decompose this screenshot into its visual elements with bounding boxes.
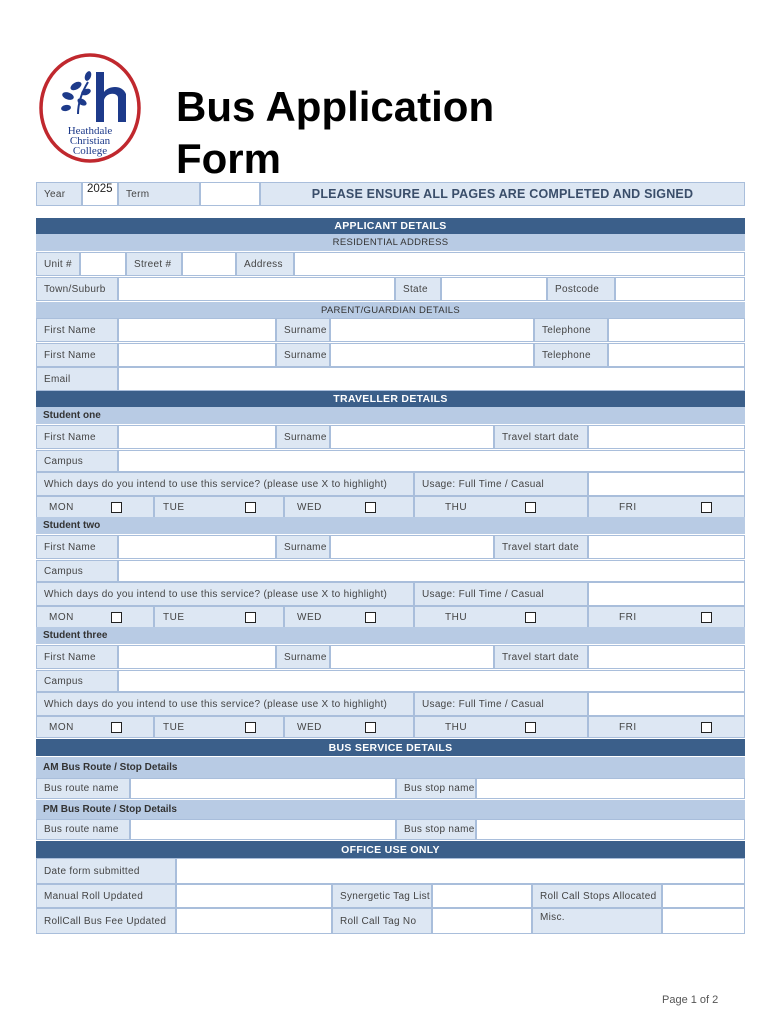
college-logo	[38, 52, 142, 164]
parent2-telephone-field[interactable]	[608, 343, 745, 367]
student2-fri-label: FRI	[619, 611, 637, 623]
student3-campus-field[interactable]	[118, 670, 745, 692]
parent2-surname-field[interactable]	[330, 343, 534, 367]
student3-travel-start-field[interactable]	[588, 645, 745, 669]
misc-label: Misc.	[532, 908, 662, 934]
student1-tue-cell	[154, 496, 284, 518]
student2-campus-label: Campus	[36, 560, 118, 582]
am-route-label: Bus route name	[36, 778, 130, 799]
student1-mon-cell	[36, 496, 154, 518]
am-stop-field[interactable]	[476, 778, 745, 799]
student3-tue-label: TUE	[163, 721, 185, 733]
student3-days-question: Which days do you intend to use this service? (please use X to highlight)	[36, 692, 414, 716]
parent2-telephone-label: Telephone	[534, 343, 608, 367]
town-field[interactable]	[118, 277, 395, 301]
rollcall-fee-label: RollCall Bus Fee Updated	[36, 908, 176, 934]
am-route-field[interactable]	[130, 778, 396, 799]
student3-tue-checkbox[interactable]	[245, 722, 256, 733]
student3-fri-cell	[588, 716, 745, 738]
student2-fri-checkbox[interactable]	[701, 612, 712, 623]
term-label: Term	[118, 182, 200, 206]
date-submitted-field[interactable]	[176, 858, 745, 884]
student1-first-name-field[interactable]	[118, 425, 276, 449]
student1-wed-checkbox[interactable]	[365, 502, 376, 513]
student2-tue-label: TUE	[163, 611, 185, 623]
rollcall-fee-field[interactable]	[176, 908, 332, 934]
student1-campus-field[interactable]	[118, 450, 745, 472]
pm-stop-label: Bus stop name	[396, 819, 476, 840]
misc-field[interactable]	[662, 908, 745, 934]
address-label: Address	[236, 252, 294, 276]
student2-usage-field[interactable]	[588, 582, 745, 606]
student2-first-name-field[interactable]	[118, 535, 276, 559]
student1-travel-start-field[interactable]	[588, 425, 745, 449]
student3-thu-checkbox[interactable]	[525, 722, 536, 733]
student1-tue-checkbox[interactable]	[245, 502, 256, 513]
student2-thu-cell	[414, 606, 588, 628]
student2-travel-start-field[interactable]	[588, 535, 745, 559]
ensure-notice: PLEASE ENSURE ALL PAGES ARE COMPLETED AND SIGNED	[260, 182, 745, 206]
student2-wed-label: WED	[297, 611, 322, 623]
student2-wed-cell	[284, 606, 414, 628]
rollcall-stops-field[interactable]	[662, 884, 745, 908]
student2-surname-field[interactable]	[330, 535, 494, 559]
svg-text:Christian: Christian	[69, 135, 111, 147]
student3-thu-label: THU	[445, 721, 468, 733]
pm-route-field[interactable]	[130, 819, 396, 840]
parent2-first-name-label: First Name	[36, 343, 118, 367]
term-field[interactable]	[200, 182, 260, 206]
email-field[interactable]	[118, 367, 745, 391]
student1-usage-field[interactable]	[588, 472, 745, 496]
form-title-line2: Form	[176, 135, 281, 182]
student3-tue-cell	[154, 716, 284, 738]
residential-address-heading: RESIDENTIAL ADDRESS	[36, 234, 745, 251]
student2-wed-checkbox[interactable]	[365, 612, 376, 623]
parent1-surname-field[interactable]	[330, 318, 534, 342]
student3-mon-label: MON	[49, 721, 74, 733]
parent1-telephone-field[interactable]	[608, 318, 745, 342]
student2-usage-label: Usage: Full Time / Casual	[414, 582, 588, 606]
email-label: Email	[36, 367, 118, 391]
synergetic-field[interactable]	[432, 884, 532, 908]
parent1-first-name-field[interactable]	[118, 318, 276, 342]
student1-wed-label: WED	[297, 501, 322, 513]
student3-wed-checkbox[interactable]	[365, 722, 376, 733]
form-title-line1: Bus Application	[176, 83, 495, 130]
student3-wed-cell	[284, 716, 414, 738]
student1-mon-checkbox[interactable]	[111, 502, 122, 513]
student1-tue-label: TUE	[163, 501, 185, 513]
student2-tue-cell	[154, 606, 284, 628]
applicant-details-heading: APPLICANT DETAILS	[36, 218, 745, 234]
student3-fri-checkbox[interactable]	[701, 722, 712, 733]
state-field[interactable]	[441, 277, 547, 301]
student3-mon-cell	[36, 716, 154, 738]
student1-fri-cell	[588, 496, 745, 518]
student3-first-name-label: First Name	[36, 645, 118, 669]
pm-route-label: Bus route name	[36, 819, 130, 840]
parent1-first-name-label: First Name	[36, 318, 118, 342]
page-number: Page 1 of 2	[662, 994, 719, 1006]
parent-guardian-heading: PARENT/GUARDIAN DETAILS	[36, 302, 745, 318]
unit-label: Unit #	[36, 252, 80, 276]
street-field[interactable]	[182, 252, 236, 276]
student1-usage-label: Usage: Full Time / Casual	[414, 472, 588, 496]
student1-surname-label: Surname	[276, 425, 330, 449]
pm-stop-field[interactable]	[476, 819, 745, 840]
student1-first-name-label: First Name	[36, 425, 118, 449]
parent1-telephone-label: Telephone	[534, 318, 608, 342]
student3-usage-field[interactable]	[588, 692, 745, 716]
student3-surname-label: Surname	[276, 645, 330, 669]
year-field[interactable]: 2025	[82, 182, 118, 206]
date-submitted-label: Date form submitted	[36, 858, 176, 884]
student1-surname-field[interactable]	[330, 425, 494, 449]
student2-mon-cell	[36, 606, 154, 628]
pm-route-heading: PM Bus Route / Stop Details	[36, 800, 745, 819]
bus-service-heading: BUS SERVICE DETAILS	[36, 739, 745, 756]
address-field[interactable]	[294, 252, 745, 276]
student2-thu-checkbox[interactable]	[525, 612, 536, 623]
synergetic-label: Synergetic Tag List	[332, 884, 432, 908]
student2-thu-label: THU	[445, 611, 468, 623]
svg-text:Heathdale: Heathdale	[67, 125, 113, 137]
rollcall-stops-label: Roll Call Stops Allocated	[532, 884, 662, 908]
student3-usage-label: Usage: Full Time / Casual	[414, 692, 588, 716]
student1-heading: Student one	[36, 407, 745, 424]
rollcall-tag-field[interactable]	[432, 908, 532, 934]
student3-heading: Student three	[36, 627, 745, 644]
student1-travel-start-label: Travel start date	[494, 425, 588, 449]
manual-roll-field[interactable]	[176, 884, 332, 908]
rollcall-tag-label: Roll Call Tag No	[332, 908, 432, 934]
student2-mon-checkbox[interactable]	[111, 612, 122, 623]
student2-surname-label: Surname	[276, 535, 330, 559]
student1-thu-label: THU	[445, 501, 468, 513]
student1-campus-label: Campus	[36, 450, 118, 472]
town-label: Town/Suburb	[36, 277, 118, 301]
postcode-field[interactable]	[615, 277, 745, 301]
student1-thu-checkbox[interactable]	[525, 502, 536, 513]
student3-wed-label: WED	[297, 721, 322, 733]
am-stop-label: Bus stop name	[396, 778, 476, 799]
am-route-heading: AM Bus Route / Stop Details	[36, 757, 745, 778]
student3-surname-field[interactable]	[330, 645, 494, 669]
student3-mon-checkbox[interactable]	[111, 722, 122, 733]
student2-heading: Student two	[36, 517, 745, 534]
parent2-first-name-field[interactable]	[118, 343, 276, 367]
student2-travel-start-label: Travel start date	[494, 535, 588, 559]
postcode-label: Postcode	[547, 277, 615, 301]
state-label: State	[395, 277, 441, 301]
parent2-surname-label: Surname	[276, 343, 330, 367]
unit-field[interactable]	[80, 252, 126, 276]
office-use-heading: OFFICE USE ONLY	[36, 841, 745, 858]
manual-roll-label: Manual Roll Updated	[36, 884, 176, 908]
student1-thu-cell	[414, 496, 588, 518]
student2-days-question: Which days do you intend to use this service? (please use X to highlight)	[36, 582, 414, 606]
parent1-surname-label: Surname	[276, 318, 330, 342]
student1-fri-checkbox[interactable]	[701, 502, 712, 513]
student3-travel-start-label: Travel start date	[494, 645, 588, 669]
svg-text:College: College	[72, 145, 108, 157]
student2-fri-cell	[588, 606, 745, 628]
student3-thu-cell	[414, 716, 588, 738]
student1-fri-label: FRI	[619, 501, 637, 513]
year-label: Year	[36, 182, 82, 206]
student2-mon-label: MON	[49, 611, 74, 623]
traveller-details-heading: TRAVELLER DETAILS	[36, 391, 745, 407]
street-label: Street #	[126, 252, 182, 276]
student1-wed-cell	[284, 496, 414, 518]
student3-first-name-field[interactable]	[118, 645, 276, 669]
student2-campus-field[interactable]	[118, 560, 745, 582]
student3-campus-label: Campus	[36, 670, 118, 692]
student1-mon-label: MON	[49, 501, 74, 513]
student1-days-question: Which days do you intend to use this service? (please use X to highlight)	[36, 472, 414, 496]
student3-fri-label: FRI	[619, 721, 637, 733]
student2-first-name-label: First Name	[36, 535, 118, 559]
student2-tue-checkbox[interactable]	[245, 612, 256, 623]
